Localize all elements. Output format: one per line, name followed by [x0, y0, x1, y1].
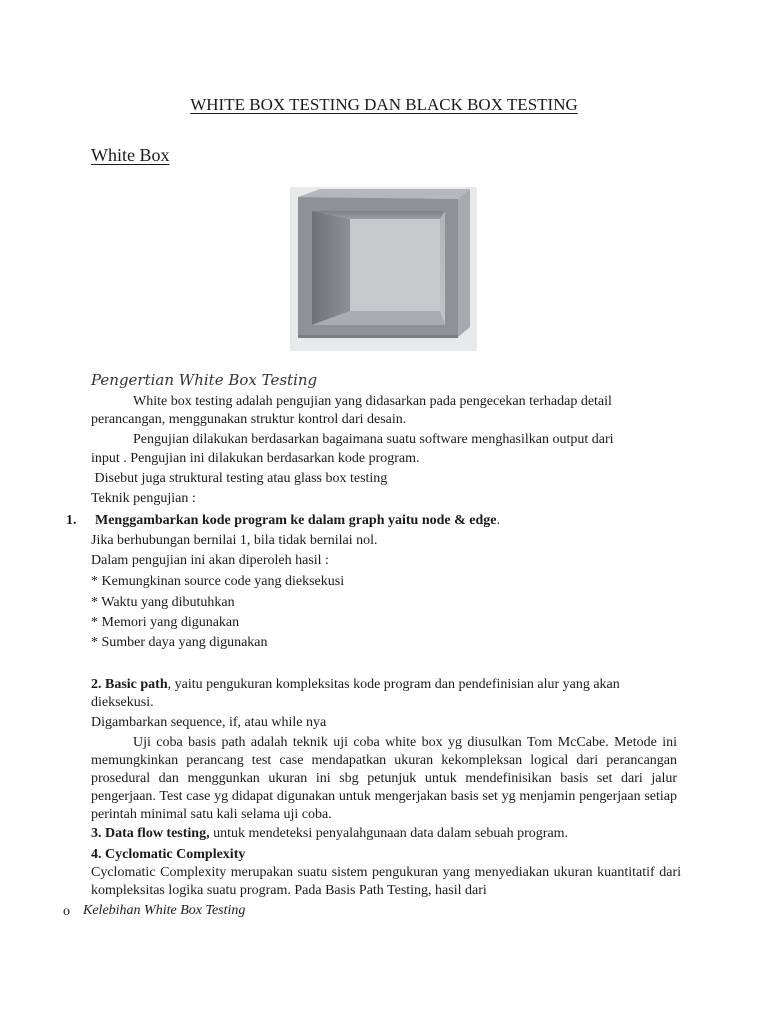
bullet-marker-o: o [63, 904, 70, 919]
subheading-pengertian: Pengertian White Box Testing [91, 371, 318, 389]
item-1-line-2: Dalam pengujian ini akan diperoleh hasil : [91, 553, 329, 568]
open-cube-illustration [290, 187, 477, 351]
bullet-item: * Sumber daya yang digunakan [91, 635, 268, 650]
item-2-heading-bold: 2. Basic path [91, 677, 168, 692]
paragraph-2-line-2: input . Pengujian ini dilakukan berdasarkan kode program. [91, 451, 420, 466]
item-4-heading-bold: 4. Cyclomatic Complexity [91, 847, 246, 862]
item-1-heading [95, 512, 500, 530]
item-1-line-1: Jika berhubungan bernilai 1, bila tidak bernilai nol. [91, 533, 378, 548]
item-2-heading-text: , yaitu pengukuran kompleksitas kode program dan pendefinisian alur yang akan [167, 677, 620, 692]
item-1-heading-dot: . [496, 513, 500, 528]
item-3-text: untuk mendeteksi penyalahgunaan data dalam sebuah program. [209, 826, 569, 841]
bullet-item: * Memori yang digunakan [91, 615, 240, 630]
item-2-line-2: Digambarkan sequence, if, atau while nya [91, 715, 327, 730]
item-3 [91, 825, 568, 843]
item-4-paragraph: Cyclomatic Complexity merupakan suatu sistem pengukuran yang menyediakan ukuran kuantitatif dari kompleksitas logika suatu program. Pada Basis Path Testing, hasil dari [91, 865, 681, 898]
teknik-pengujian-label: Teknik pengujian : [91, 491, 196, 506]
item-1-number: 1. [66, 513, 77, 528]
paragraph-3: Disebut juga struktural testing atau glass box testing [91, 471, 388, 486]
section-heading-white-box: White Box [91, 145, 170, 165]
item-2-heading [91, 676, 620, 694]
white-box-image [290, 187, 477, 351]
bullet-item: * Waktu yang dibutuhkan [91, 595, 235, 610]
item-2-paragraph: Uji coba basis path adalah teknik uji coba white box yg diusulkan Tom McCabe. Metode ini memungkinkan perancang test case mendapatkan ukuran kekompleksan logical dari perancangan prosedural dan menggunkan ukuran ini sbg petunjuk untuk mendefinisikan basis set dari jalur pengerjaan. Test case yg didapat digunakan untuk mengerjakan basis set yg menjamin pengerjaan setiap perintah minimal satu kali selama uji coba. [91, 735, 677, 822]
item-1-heading-bold: Menggambarkan kode program ke dalam graph yaitu node & edge [95, 513, 497, 528]
paragraph-1-line-1: White box testing adalah pengujian yang didasarkan pada pengecekan terhadap detail [133, 394, 612, 409]
item-3-bold: 3. Data flow testing, [91, 826, 210, 841]
paragraph-1-line-2: perancangan, menggunakan struktur kontrol dari desain. [91, 412, 407, 427]
paragraph-2-line-1: Pengujian dilakukan berdasarkan bagaimana suatu software menghasilkan output dari [133, 432, 614, 447]
item-4-heading [91, 846, 245, 864]
document-title: WHITE BOX TESTING DAN BLACK BOX TESTING [190, 95, 578, 114]
bullet-item: * Kemungkinan source code yang dieksekusi [91, 574, 345, 589]
kelebihan-heading: Kelebihan White Box Testing [83, 903, 246, 918]
item-2-heading-cont: dieksekusi. [91, 695, 154, 710]
